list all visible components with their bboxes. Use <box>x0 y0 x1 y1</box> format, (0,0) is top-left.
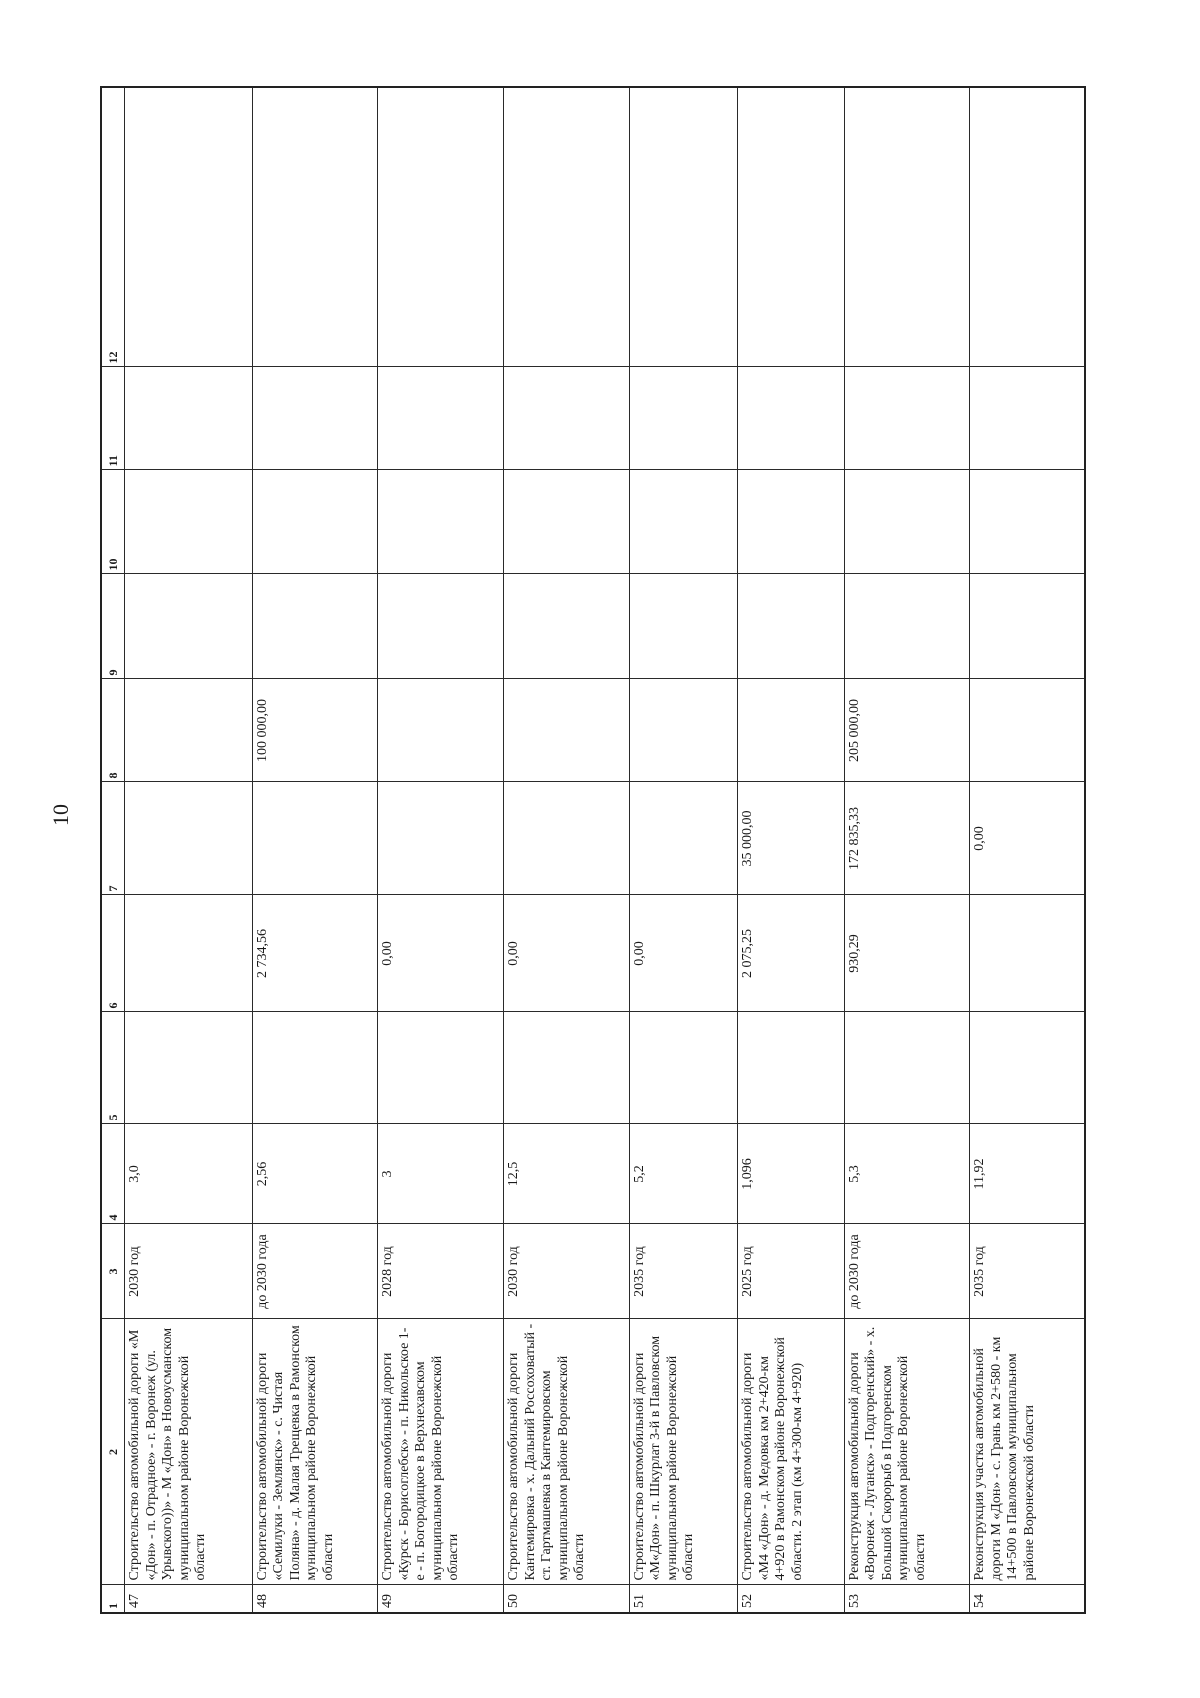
value-col-11-cell <box>125 367 253 470</box>
completion-term-cell: 2025 год <box>738 1224 844 1319</box>
col-header-11: 11 <box>101 367 125 470</box>
length-km-cell: 2,56 <box>252 1124 378 1224</box>
col-header-3: 3 <box>101 1224 125 1319</box>
value-col-9-cell <box>252 574 378 679</box>
value-col-7-cell <box>125 782 253 895</box>
col-header-5: 5 <box>101 1012 125 1124</box>
value-col-5-cell <box>504 1012 630 1124</box>
col-header-8: 8 <box>101 679 125 782</box>
value-col-7-cell: 35 000,00 <box>738 782 844 895</box>
col-header-12: 12 <box>101 87 125 367</box>
value-col-7-cell <box>629 782 738 895</box>
row-number-cell: 50 <box>504 1585 630 1613</box>
table-row <box>504 87 630 1613</box>
value-col-6-cell <box>970 895 1085 1012</box>
value-col-9-cell <box>970 574 1085 679</box>
object-name-cell: Реконструкция участка автомобильной дороги М «Дон» - с. Грань км 2+580 - км 14+500 в Павловском муниципальном районе Воронежской области <box>970 1319 1085 1585</box>
col-header-2: 2 <box>101 1319 125 1585</box>
object-name-cell: Строительство автомобильной дороги Кантемировка - х. Дальний Россоховатый - ст. Гартмашевка в Кантемировском муниципальном районе Воронежской области <box>504 1319 630 1585</box>
table-row <box>970 87 1085 1613</box>
value-col-7-cell: 0,00 <box>970 782 1085 895</box>
value-col-7-cell <box>378 782 504 895</box>
value-col-11-cell <box>844 367 970 470</box>
value-col-10-cell <box>504 470 630 574</box>
value-col-8-cell <box>125 679 253 782</box>
value-col-6-cell: 2 075,25 <box>738 895 844 1012</box>
table-row <box>378 87 504 1613</box>
value-col-6-cell: 0,00 <box>504 895 630 1012</box>
object-name-cell: Строительство автомобильной дороги «М «Дон» - п. Отрадное» - г. Воронеж (ул. Урывского))» - М «Дон» в Новоусманском муниципальном районе Воронежской области <box>125 1319 253 1585</box>
value-col-5-cell <box>125 1012 253 1124</box>
value-col-12-cell <box>844 87 970 367</box>
object-name-cell: Строительство автомобильной дороги «Семилуки - Землянск» - с. Чистая Поляна» - д. Малая Трещевка в Рамонском муниципальном районе Воронежской области <box>252 1319 378 1585</box>
table-row <box>252 87 378 1613</box>
col-header-1: 1 <box>101 1585 125 1613</box>
row-number-cell: 54 <box>970 1585 1085 1613</box>
value-col-9-cell <box>629 574 738 679</box>
row-number-cell: 48 <box>252 1585 378 1613</box>
value-col-8-cell: 100 000,00 <box>252 679 378 782</box>
length-km-cell: 3 <box>378 1124 504 1224</box>
completion-term-cell: 2035 год <box>970 1224 1085 1319</box>
col-header-6: 6 <box>101 895 125 1012</box>
length-km-cell: 12,5 <box>504 1124 630 1224</box>
length-km-cell: 5,2 <box>629 1124 738 1224</box>
value-col-12-cell <box>252 87 378 367</box>
completion-term-cell: 2030 год <box>504 1224 630 1319</box>
rotated-table-container <box>100 88 1086 1614</box>
row-number-cell: 52 <box>738 1585 844 1613</box>
value-col-12-cell <box>125 87 253 367</box>
object-name-cell: Реконструкция автомобильной дороги «Воронеж - Луганск» - Подгоренский» - х. Большой Скорорыб в Подгоренском муниципальном районе Воронежской области <box>844 1319 970 1585</box>
value-col-6-cell <box>125 895 253 1012</box>
value-col-10-cell <box>844 470 970 574</box>
value-col-8-cell <box>629 679 738 782</box>
completion-term-cell: до 2030 года <box>844 1224 970 1319</box>
value-col-6-cell: 930,29 <box>844 895 970 1012</box>
table-row <box>844 87 970 1613</box>
object-name-cell: Строительство автомобильной дороги «М4 «Дон» - д. Медовка км 2+420-км 4+920 в Рамонском районе Воронежской области. 2 этап (км 4+300-км 4+920) <box>738 1319 844 1585</box>
value-col-10-cell <box>970 470 1085 574</box>
value-col-11-cell <box>738 367 844 470</box>
value-col-9-cell <box>738 574 844 679</box>
value-col-11-cell <box>504 367 630 470</box>
value-col-5-cell <box>844 1012 970 1124</box>
value-col-5-cell <box>252 1012 378 1124</box>
row-number-cell: 47 <box>125 1585 253 1613</box>
value-col-6-cell: 2 734,56 <box>252 895 378 1012</box>
value-col-10-cell <box>125 470 253 574</box>
value-col-10-cell <box>252 470 378 574</box>
object-name-cell: Строительство автомобильной дороги «Курск - Борисоглебск» - п. Никольское 1-е - п. Богородицкое в Верхнехавском муниципальном районе Воронежской области <box>378 1319 504 1585</box>
col-header-9: 9 <box>101 574 125 679</box>
value-col-11-cell <box>629 367 738 470</box>
value-col-6-cell: 0,00 <box>629 895 738 1012</box>
header-row <box>101 87 125 1613</box>
value-col-10-cell <box>629 470 738 574</box>
table-row <box>125 87 253 1613</box>
value-col-9-cell <box>378 574 504 679</box>
value-col-11-cell <box>970 367 1085 470</box>
row-number-cell: 53 <box>844 1585 970 1613</box>
value-col-6-cell: 0,00 <box>378 895 504 1012</box>
value-col-8-cell <box>738 679 844 782</box>
completion-term-cell: до 2030 года <box>252 1224 378 1319</box>
value-col-9-cell <box>504 574 630 679</box>
value-col-5-cell <box>738 1012 844 1124</box>
length-km-cell: 5,3 <box>844 1124 970 1224</box>
completion-term-cell: 2030 год <box>125 1224 253 1319</box>
value-col-8-cell <box>970 679 1085 782</box>
value-col-9-cell <box>844 574 970 679</box>
value-col-7-cell <box>252 782 378 895</box>
row-number-cell: 49 <box>378 1585 504 1613</box>
table-row <box>629 87 738 1613</box>
value-col-11-cell <box>378 367 504 470</box>
table-body <box>125 87 1086 1613</box>
completion-term-cell: 2028 год <box>378 1224 504 1319</box>
row-number-cell: 51 <box>629 1585 738 1613</box>
value-col-10-cell <box>738 470 844 574</box>
value-col-8-cell: 205 000,00 <box>844 679 970 782</box>
value-col-10-cell <box>378 470 504 574</box>
length-km-cell: 11,92 <box>970 1124 1085 1224</box>
length-km-cell: 1,096 <box>738 1124 844 1224</box>
value-col-12-cell <box>738 87 844 367</box>
value-col-12-cell <box>378 87 504 367</box>
col-header-4: 4 <box>101 1124 125 1224</box>
value-col-5-cell <box>629 1012 738 1124</box>
object-name-cell: Строительство автомобильной дороги «М«Дон» - п. Шкурлат 3-й в Павловском муниципальном районе Воронежской области <box>629 1319 738 1585</box>
table-row <box>738 87 844 1613</box>
value-col-5-cell <box>378 1012 504 1124</box>
length-km-cell: 3,0 <box>125 1124 253 1224</box>
value-col-8-cell <box>378 679 504 782</box>
page-number: 10 <box>48 804 73 826</box>
value-col-11-cell <box>252 367 378 470</box>
value-col-7-cell <box>504 782 630 895</box>
value-col-7-cell: 172 835,33 <box>844 782 970 895</box>
col-header-10: 10 <box>101 470 125 574</box>
value-col-8-cell <box>504 679 630 782</box>
value-col-5-cell <box>970 1012 1085 1124</box>
completion-term-cell: 2035 год <box>629 1224 738 1319</box>
road-construction-table <box>100 86 1086 1614</box>
value-col-12-cell <box>504 87 630 367</box>
col-header-7: 7 <box>101 782 125 895</box>
value-col-12-cell <box>629 87 738 367</box>
value-col-9-cell <box>125 574 253 679</box>
value-col-12-cell <box>970 87 1085 367</box>
